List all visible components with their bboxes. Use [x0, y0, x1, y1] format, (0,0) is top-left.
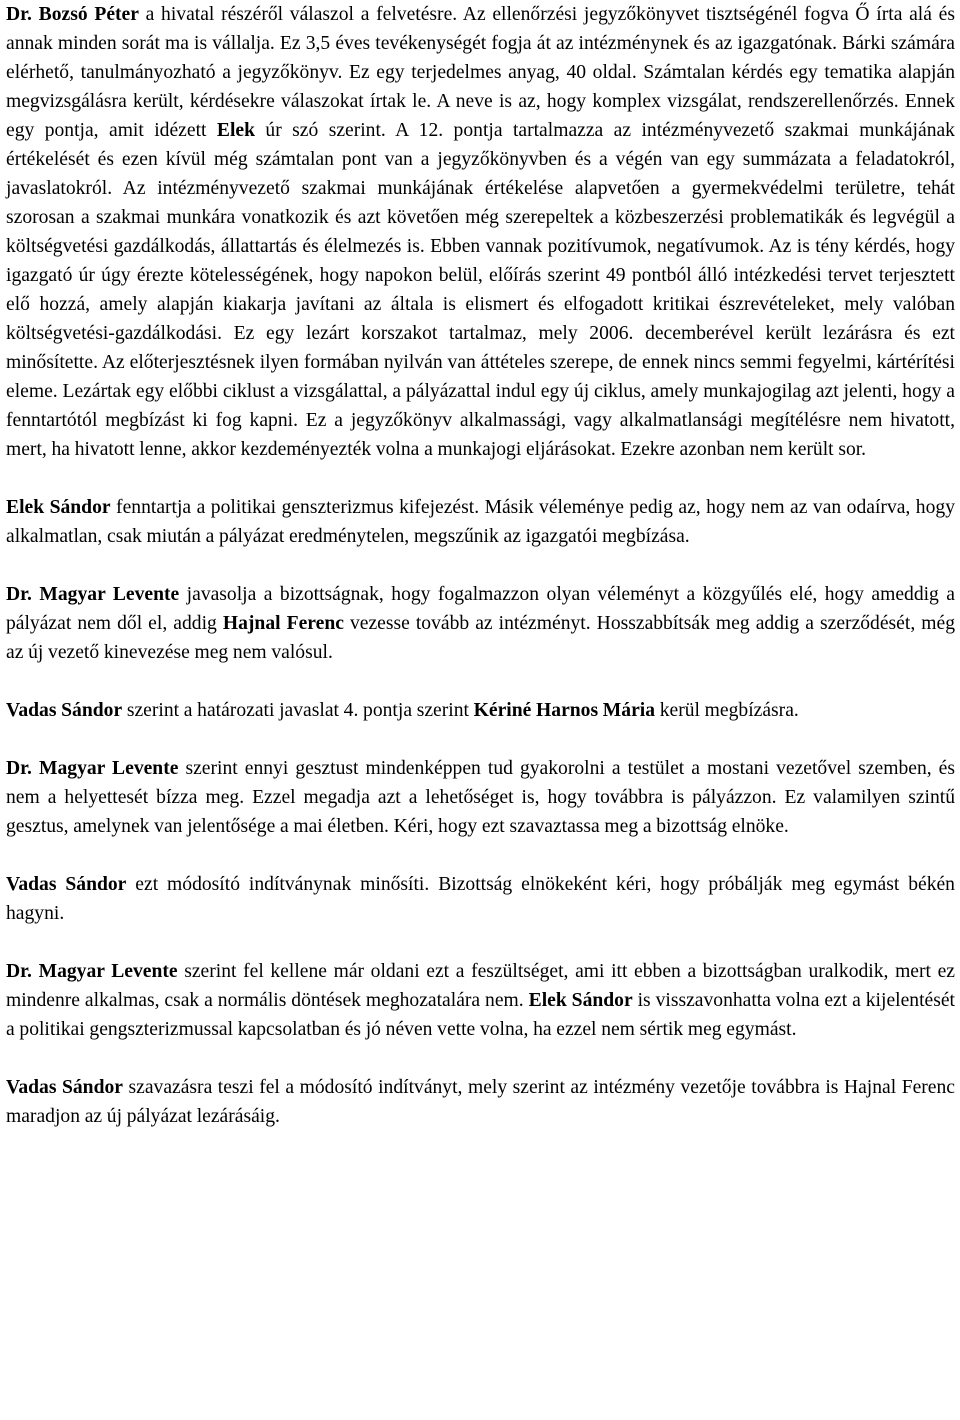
paragraph-gap — [6, 667, 955, 696]
paragraph — [6, 0, 955, 464]
person-name: Hajnal Ferenc — [222, 613, 344, 634]
speaker-name: Dr. Magyar Levente — [6, 961, 178, 982]
paragraph-text: vezesse tovább az intézményt. Hosszabbítsák meg addig a szerződését, még az új vezető kinevezése meg nem valósul. — [6, 613, 955, 663]
speaker-name: Vadas Sándor — [6, 1077, 123, 1098]
speaker-name: Elek — [216, 120, 255, 141]
paragraph-gap — [6, 841, 955, 870]
speaker-name: Vadas Sándor — [6, 874, 127, 895]
speaker-name: Dr. Magyar Levente — [6, 584, 180, 605]
speaker-name: Dr. Bozsó Péter — [6, 4, 139, 25]
paragraph-text: javasolja a bizottságnak, hogy fogalmazzon olyan véleményt a közgyűlés elé, hogy ameddig a pályázat nem dől el, addig — [6, 584, 955, 634]
paragraph — [6, 696, 955, 725]
paragraph-gap — [6, 551, 955, 580]
paragraph-text: fenntartja a politikai genszterizmus kifejezést. Másik véleménye pedig az, hogy nem az van odaírva, hogy alkalmatlan, csak miután a pályázat eredménytelen, megszűnik az igazgatói megbízása. — [6, 497, 955, 547]
paragraph-gap — [6, 1044, 955, 1073]
paragraph-text: is visszavonhatta volna ezt a kijelentését a politikai gengszterizmussal kapcsolatban és jó néven vette volna, ha ezzel nem sértik meg egymást. — [6, 990, 955, 1040]
paragraph-text: szerint a határozati javaslat 4. pontja szerint — [122, 700, 474, 721]
speaker-name: Vadas Sándor — [6, 700, 123, 721]
paragraph-gap — [6, 464, 955, 493]
paragraph-gap — [6, 928, 955, 957]
document-page — [6, 0, 955, 1131]
speaker-name: Dr. Magyar Levente — [6, 758, 179, 779]
paragraph-text: szerint fel kellene már oldani ezt a feszültséget, ami itt ebben a bizottságban uralkodik, mert ez mindenre alkalmas, csak a normális döntések meghozatalára nem. — [6, 961, 955, 1011]
speaker-name: Elek Sándor — [528, 990, 633, 1011]
paragraph-text: a hivatal részéről válaszol a felvetésre. Az ellenőrzési jegyzőkönyvet tisztségénél fogva Ő írta alá és annak minden sorát ma is vállalja. Ez 3,5 éves tevékenységét fogja át az intézménynek és az igazgatónak. Bárki számára elérhető, tanulmányozható a jegyzőkönyv. Ez egy terjedelmes anyag, 40 oldal. Számtalan kérdés egy tematika alapján megvizsgálásra került, kérdésekre válaszokat írtak le. A neve is az, hogy komplex vizsgálat, rendszerellenőrzés. Ennek egy pontja, amit idézett — [6, 4, 955, 141]
paragraph — [6, 1073, 955, 1131]
paragraph-gap — [6, 725, 955, 754]
paragraph — [6, 957, 955, 1044]
person-name: Kériné Harnos Mária — [473, 700, 656, 721]
paragraph — [6, 870, 955, 928]
paragraph — [6, 493, 955, 551]
paragraph-text: szerint ennyi gesztust mindenképpen tud gyakorolni a testület a mostani vezetővel szemben, és nem a helyettesét bízza meg. Ezzel megadja azt a lehetőséget is, hogy továbbra is pályázzon. Ez valamilyen szintű gesztus, amelynek van jelentősége a mai életben. Kéri, hogy ezt szavaztassa meg a bizottság elnöke. — [6, 758, 955, 837]
paragraph-text: ezt módosító indítványnak minősíti. Bizottság elnökeként kéri, hogy próbálják meg egymást békén hagyni. — [6, 874, 955, 924]
paragraph-text: kerül megbízásra. — [655, 700, 799, 721]
speaker-name: Elek Sándor — [6, 497, 111, 518]
paragraph-text: úr szó szerint. A 12. pontja tartalmazza az intézményvezető szakmai munkájának értékelését és ezen kívül még számtalan pont van a jegyzőkönyvben és a végén van egy summázata a feladatokról, javaslatokról. Az intézményvezető szakmai munkájának értékelése alapvetően a gyermekvédelmi területre, tehát szorosan a szakmai munkára vonatkozik és azt követően még szerepeltek a közbeszerzési problematikák és legvégül a költségvetési gazdálkodás, állattartás és élelmezés is. Ebben vannak pozitívumok, negatívumok. Az is tény kérdés, hogy igazgató úr úgy érezte kötelességének, hogy napokon belül, előírás szerint 49 pontból álló intézkedési tervet terjesztett elő hozzá, amely alapján kiakarja javítani az általa is elismert és elfogadott kritikai észrevételeket, mely valóban költségvetési-gazdálkodási. Ez egy lezárt korszakot tartalmaz, mely 2006. decemberével került lezárásra és ezt minősítette. Az előterjesztésnek ilyen formában nyilván van áttételes szerepe, de ennek nincs semmi fegyelmi, kártérítési eleme. Lezártak egy előbbi ciklust a vizsgálattal, a pályázattal indul egy új ciklus, amely munkajogilag azt jelenti, hogy a fenntartótól megbízást ki fog kapni. Ez a jegyzőkönyv alkalmassági, vagy alkalmatlansági megítélésre nem hivatott, mert, ha hivatott lenne, akkor kezdeményezték volna a munkajogi eljárásokat. Ezekre azonban nem került sor. — [6, 120, 955, 460]
paragraph — [6, 580, 955, 667]
paragraph-text: szavazásra teszi fel a módosító indítványt, mely szerint az intézmény vezetője továbbra is Hajnal Ferenc maradjon az új pályázat lezárásáig. — [6, 1077, 955, 1127]
paragraph — [6, 754, 955, 841]
